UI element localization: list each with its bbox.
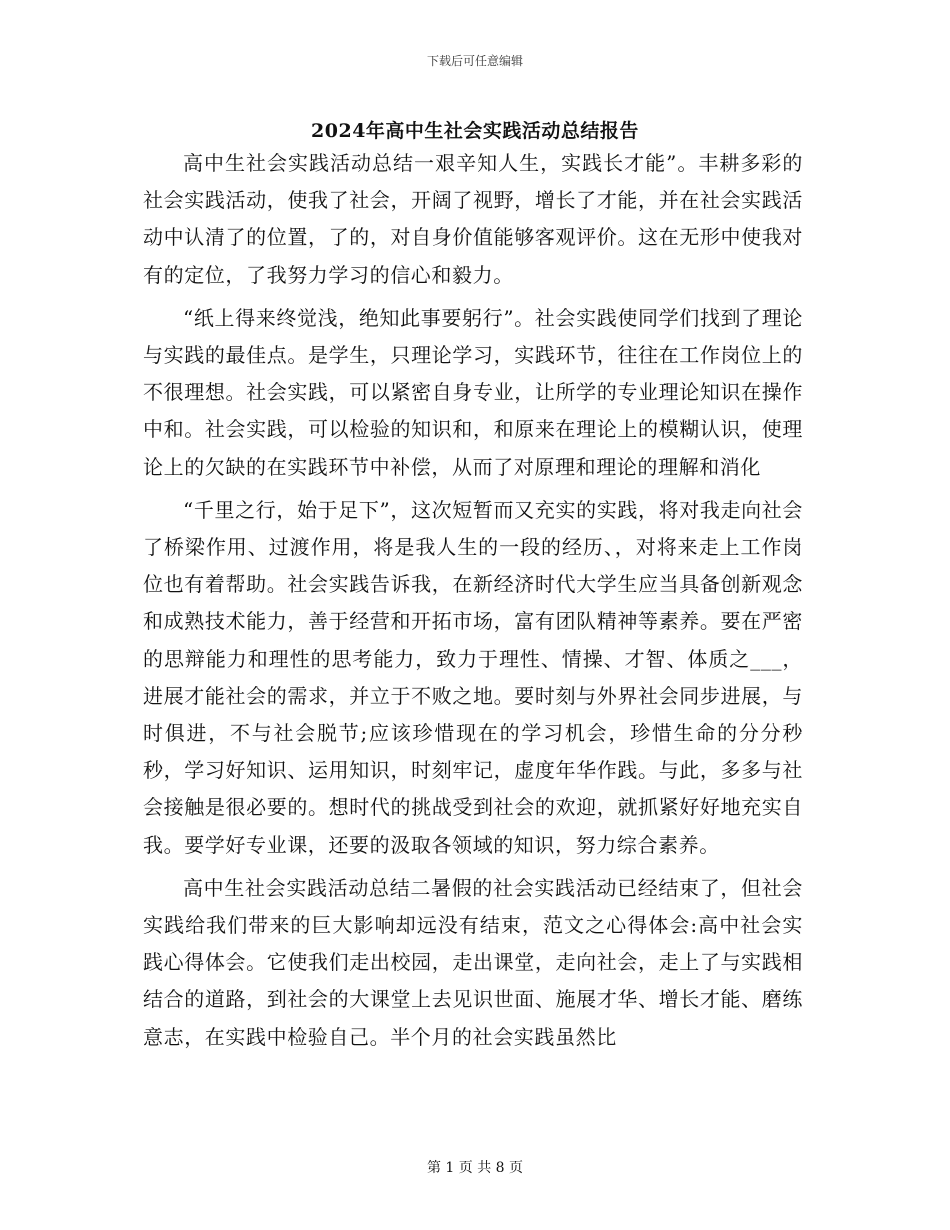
- paragraph-1: 高中生社会实践活动总结一艰辛知人生，实践长才能”。丰耕多彩的社会实践活动，使我了社会，开阔了视野，增长了才能，并在社会实践活动中认清了的位置，了的，对自身价值能够客观评价。这在无形中使我对有的定位，了我努力学习的信心和毅力。: [143, 151, 803, 287]
- paragraph-3: “千里之行，始于足下”，这次短暂而又充实的实践，将对我走向社会了桥梁作用、过渡作用，将是我人生的一段的经历、，对将来走上工作岗位也有着帮助。社会实践告诉我，在新经济时代大学生应当具备创新观念和成熟技术能力，善于经营和开拓市场，富有团队精神等素养。要在严密的思辩能力和理性的思考能力，致力于理性、情操、才智、体质之___，进展才能社会的需求，并立于不败之地。要时刻与外界社会同步进展，与时俱进，不与社会脱节;应该珍惜现在的学习机会，珍惜生命的分分秒秒，学习好知识、运用知识，时刻牢记，虚度年华作践。与此，多多与社会接触是很必要的。想时代的挑战受到社会的欢迎，就抓紧好好地充实自我。要学好专业课，还要的汲取各领域的知识，努力综合素养。: [143, 497, 803, 857]
- document-body: [143, 145, 803, 1056]
- page-number: 第 1 页 共 8 页: [426, 1160, 524, 1176]
- header-note: 下载后可任意编辑: [426, 54, 523, 68]
- paragraph-4: 高中生社会实践活动总结二暑假的社会实践活动已经结束了，但社会实践给我们带来的巨大影响却远没有结束，范文之心得体会:高中社会实践心得体会。它使我们走出校园，走出课堂，走向社会，走上了与实践相结合的道路，到社会的大课堂上去见识世面、施展才华、增长才能、磨练意志，在实践中检验自己。半个月的社会实践虽然比: [143, 875, 803, 1049]
- document-title: 2024年高中生社会实践活动总结报告: [311, 120, 639, 142]
- paragraph-2: “纸上得来终觉浅，绝知此事要躬行”。社会实践使同学们找到了理论与实践的最佳点。是学生，只理论学习，实践环节，往往在工作岗位上的不很理想。社会实践，可以紧密自身专业，让所学的专业理论知识在操作中和。社会实践，可以检验的知识和，和原来在理论上的模糊认识，使理论上的欠缺的在实践环节中补偿，从而了对原理和理论的理解和消化: [143, 305, 803, 479]
